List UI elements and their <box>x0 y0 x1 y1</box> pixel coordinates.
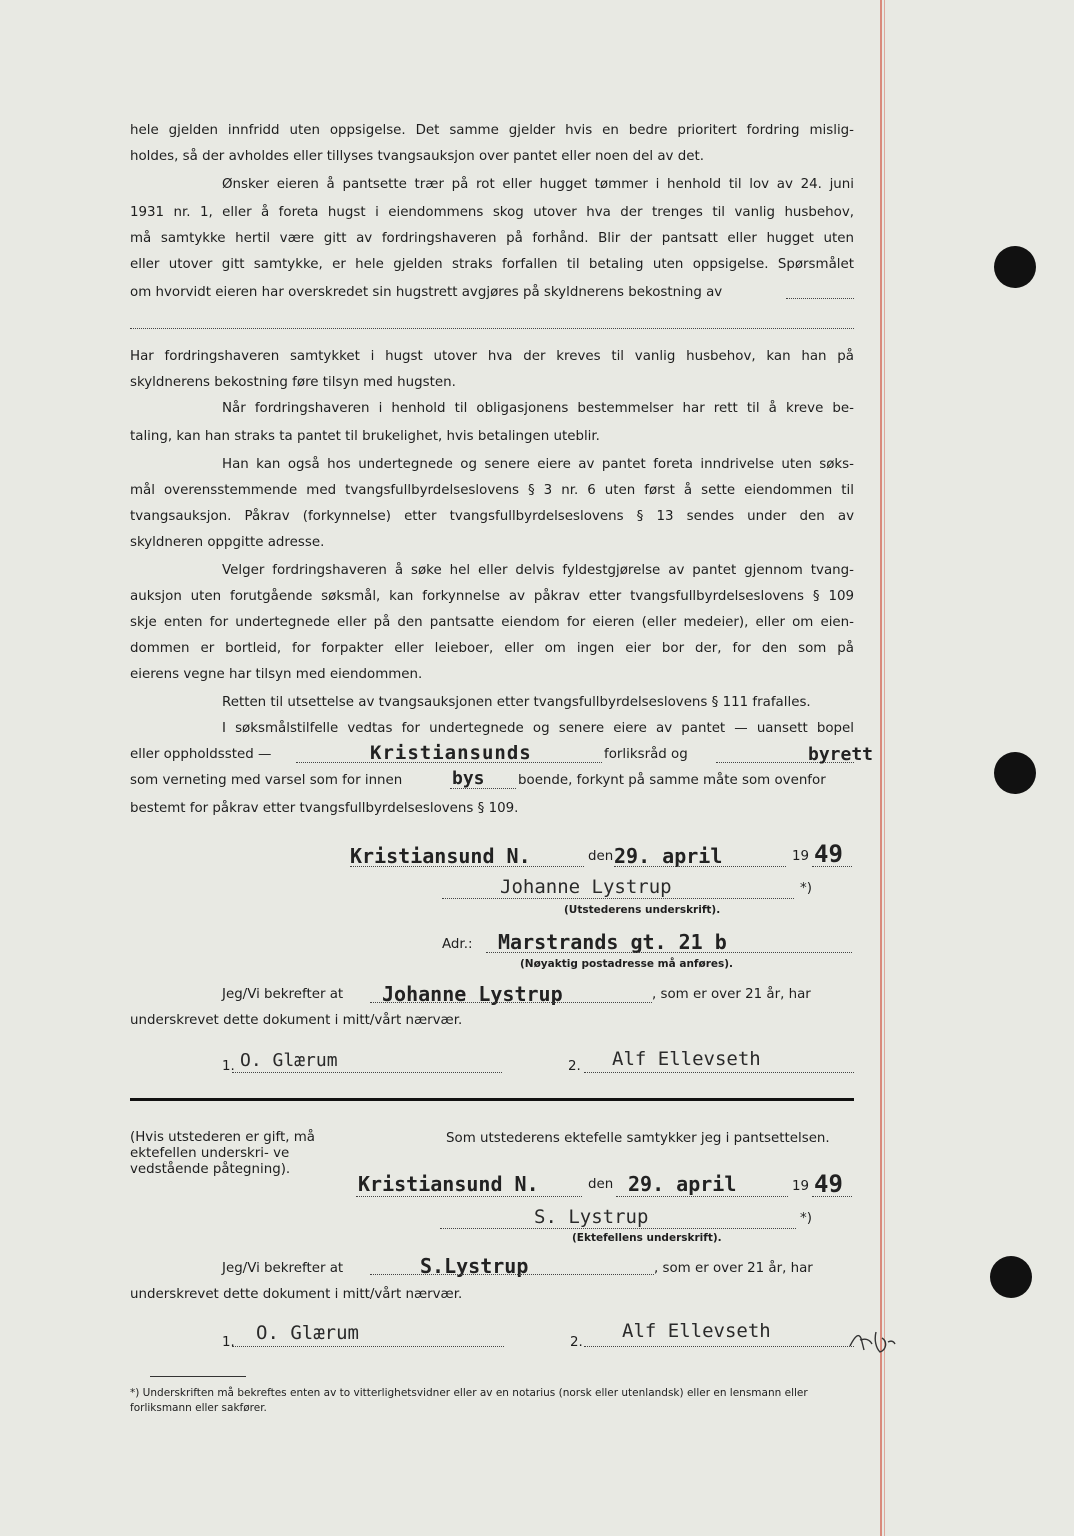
signature-caption: (Ektefellens underskrift). <box>572 1232 722 1244</box>
court-name: Kristiansunds <box>370 742 532 764</box>
witness-1-number: 1. <box>222 1059 235 1074</box>
confirm-name: Johanne Lystrup <box>382 982 563 1006</box>
paragraph-line: mål overensstemmende med tvangsfullbyrdelseslovens § 3 nr. 6 uten først å sette eiendommen til <box>130 483 854 498</box>
forliksrad-label: forliksråd og <box>604 747 688 762</box>
fill-line <box>812 866 852 867</box>
fill-line <box>616 1196 788 1197</box>
year-prefix: 19 <box>792 849 810 864</box>
punch-hole-bottom <box>990 1256 1032 1298</box>
spouse-year: 49 <box>814 1170 843 1198</box>
paragraph-line: holdes, så der avholdes eller tillyses tvangsauksjon over pantet eller noen del av det. <box>130 149 704 164</box>
byrett-label: byrett <box>808 744 874 765</box>
punch-hole-top <box>994 246 1036 288</box>
witness-1-signature: O. Glærum <box>240 1050 338 1071</box>
witness-1-signature: O. Glærum <box>256 1322 359 1344</box>
paragraph-line: Ønsker eieren å pantsette trær på rot eller hugget tømmer i henhold til lov av 24. juni <box>222 177 854 192</box>
paragraph-line: eller utover gitt samtykke, er hele gjelden straks forfallen til betaling uten oppsigelse. Spørsmålet <box>130 257 854 272</box>
fill-line <box>486 952 852 953</box>
issuer-signature: Johanne Lystrup <box>500 876 672 898</box>
paragraph-line: tvangsauksjon. Påkrav (forkynnelse) etter tvangsfullbyrdelseslovens § 13 sendes under den av <box>130 509 854 524</box>
spouse-note: (Hvis utstederen er gift, må ektefellen underskri- ve vedstående påtegning). <box>130 1130 316 1177</box>
paragraph-line: eierens vegne har tilsyn med eiendommen. <box>130 667 423 682</box>
fill-line <box>232 1346 504 1347</box>
signature-line <box>440 1228 796 1229</box>
spouse-consent: Som utstederens ektefelle samtykker jeg i pantsettelsen. <box>446 1131 830 1146</box>
venue-line-2-rest: boende, forkynt på samme måte som ovenfor <box>518 773 826 788</box>
handwritten-initials <box>848 1328 896 1354</box>
paragraph-line: Velger fordringshaveren å søke hel eller delvis fyldestgjørelse av pantet gjennom tvang- <box>222 563 854 578</box>
spouse-signature: S. Lystrup <box>534 1206 649 1228</box>
footnote-rule <box>150 1376 246 1377</box>
witness-1-number: 1. <box>222 1335 235 1350</box>
witness-2-signature: Alf Ellevseth <box>622 1320 771 1342</box>
confirm-name: S.Lystrup <box>420 1254 529 1278</box>
venue-line-3: bestemt for påkrav etter tvangsfullbyrdelseslovens § 109. <box>130 801 519 816</box>
confirm-line-2: underskrevet dette dokument i mitt/vårt nærvær. <box>130 1013 463 1028</box>
signature-caption: (Utstederens underskrift). <box>564 904 721 916</box>
issuer-year: 49 <box>814 840 843 868</box>
punch-hole-middle <box>994 752 1036 794</box>
address-caption: (Nøyaktig postadresse må anføres). <box>520 958 734 970</box>
confirm-prefix: Jeg/Vi bekrefter at <box>222 987 344 1002</box>
confirm-suffix: , som er over 21 år, har <box>654 1261 813 1276</box>
paragraph-line: hele gjelden innfridd uten oppsigelse. Det samme gjelder hvis en bedre prioritert fordring mislig- <box>130 123 854 138</box>
paragraph-line: 1931 nr. 1, eller å foreta hugst i eiendommens skog utover hva der trenges til vanlig husbehov, <box>130 205 854 220</box>
margin-rule-inner <box>884 0 885 1536</box>
fill-line <box>584 1072 854 1073</box>
fill-line <box>450 788 516 789</box>
den-label: den <box>588 1177 614 1192</box>
fill-line <box>786 298 854 299</box>
paragraph-line: Når fordringshaveren i henhold til obligasjonens bestemmelser har rett til å kreve be- <box>222 401 854 416</box>
confirm-prefix: Jeg/Vi bekrefter at <box>222 1261 344 1276</box>
margin-rule <box>880 0 882 1536</box>
fill-line <box>614 866 786 867</box>
innen-suffix: bys <box>452 768 485 789</box>
section-divider <box>130 1098 854 1101</box>
footnote-mark: *) <box>800 1211 812 1226</box>
issuer-address: Marstrands gt. 21 b <box>498 930 727 954</box>
paragraph-line: I søksmålstilfelle vedtas for undertegnede og senere eiere av pantet — uansett bopel <box>222 721 854 736</box>
fill-line <box>232 1072 502 1073</box>
paragraph-line: om hvorvidt eieren har overskredet sin hugstrett avgjøres på skyldnerens bekostning av <box>130 285 723 300</box>
confirm-suffix: , som er over 21 år, har <box>652 987 811 1002</box>
paragraph-line: Har fordringshaveren samtykket i hugst utover hva der kreves til vanlig husbehov, kan han på <box>130 349 854 364</box>
fill-line <box>350 866 584 867</box>
paragraph-line: må samtykke hertil være gitt av fordringshaveren på forhånd. Blir der pantsatt eller hugget uten <box>130 231 854 246</box>
den-label: den <box>588 849 614 864</box>
issuer-date: 29. april <box>614 844 723 868</box>
witness-2-number: 2. <box>570 1335 583 1350</box>
fill-line <box>812 1196 852 1197</box>
venue-line-2: som verneting med varsel som for innen <box>130 773 403 788</box>
issuer-place: Kristiansund N. <box>350 844 531 868</box>
spouse-place: Kristiansund N. <box>358 1172 539 1196</box>
confirm-line-2: underskrevet dette dokument i mitt/vårt nærvær. <box>130 1287 463 1302</box>
paragraph-line: dommen er bortleid, for forpakter eller leieboer, eller om ingen eier bor der, for den som på <box>130 641 854 656</box>
paragraph-line: skyldnerens bekostning føre tilsyn med hugsten. <box>130 375 456 390</box>
paragraph-line: Retten til utsettelse av tvangsauksjonen etter tvangsfullbyrdelseslovens § 111 frafalles. <box>222 695 811 710</box>
footnote: *) Underskriften må bekreftes enten av to vitterlighetsvidner eller av en notarius (norsk eller utenlandsk) eller en lensmann eller forliksmann eller sakfører. <box>130 1387 808 1414</box>
fill-line <box>130 328 854 329</box>
venue-line-prefix: eller oppholdssted — <box>130 747 272 762</box>
address-label: Adr.: <box>442 937 473 952</box>
year-prefix: 19 <box>792 1179 810 1194</box>
fill-line <box>356 1196 582 1197</box>
paragraph-line: auksjon uten forutgående søksmål, kan forkynnelse av påkrav etter tvangsfullbyrdelseslovens § 109 <box>130 589 854 604</box>
fill-line <box>584 1346 854 1347</box>
footnote-mark: *) <box>800 881 812 896</box>
spouse-date: 29. april <box>628 1172 737 1196</box>
paragraph-line: Han kan også hos undertegnede og senere eiere av pantet foreta inndrivelse uten søks- <box>222 457 854 472</box>
paragraph-line: taling, kan han straks ta pantet til brukelighet, hvis betalingen uteblir. <box>130 429 600 444</box>
witness-2-signature: Alf Ellevseth <box>612 1048 761 1070</box>
signature-line <box>442 898 794 899</box>
paragraph-line: skje enten for undertegnede eller på den pantsatte eiendom for eieren (eller medeier), eller om eien- <box>130 615 854 630</box>
fill-line <box>370 1002 652 1003</box>
fill-line <box>370 1274 654 1275</box>
paragraph-line: skyldneren oppgitte adresse. <box>130 535 325 550</box>
witness-2-number: 2. <box>568 1059 581 1074</box>
